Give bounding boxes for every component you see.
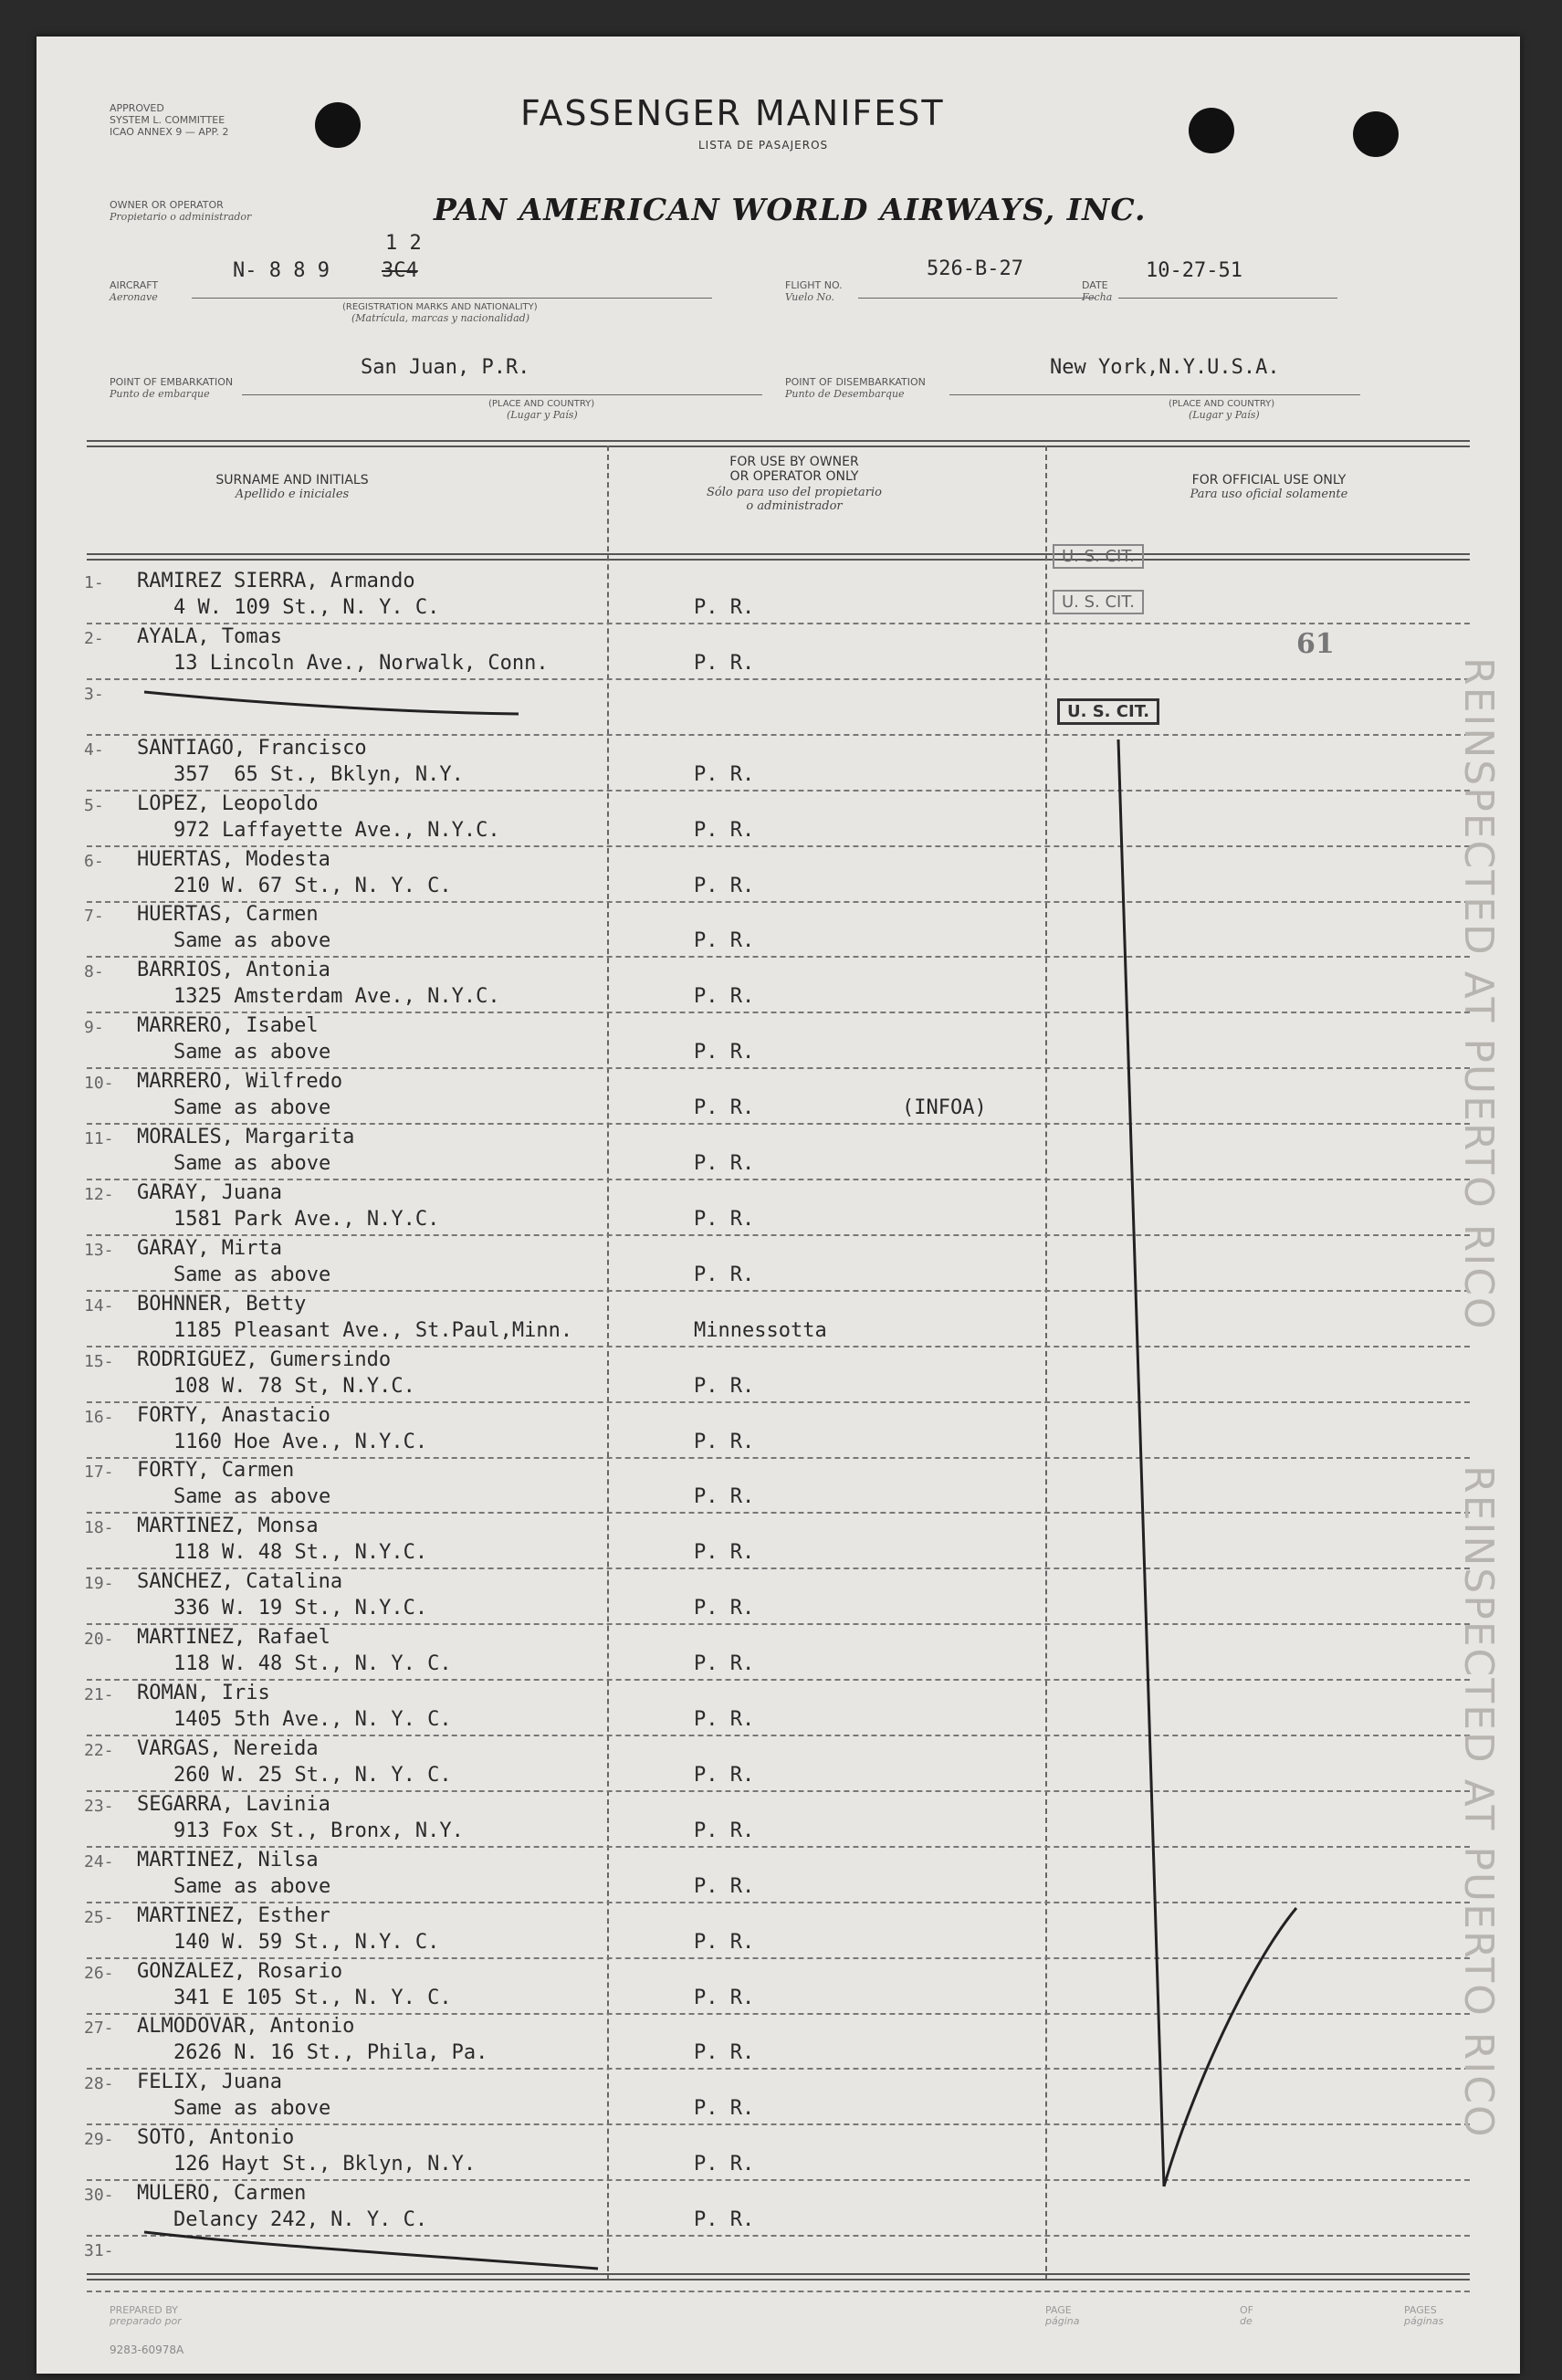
aircraft-value: N- 8 8 9 bbox=[233, 259, 330, 282]
passenger-residence: P. R. bbox=[694, 1874, 755, 1898]
of-label bbox=[1240, 2305, 1253, 2327]
passenger-residence: P. R. bbox=[694, 1374, 755, 1398]
aircraft-label: AIRCRAFT bbox=[110, 279, 159, 291]
row-number: 16- bbox=[84, 1407, 114, 1427]
owner-value: PAN AMERICAN WORLD AIRWAYS, INC. bbox=[434, 192, 1147, 227]
us-cit-stamp-3: U. S. CIT. bbox=[1057, 698, 1159, 725]
passenger-name: MARTINEZ, Rafael bbox=[137, 1626, 330, 1650]
pages-label bbox=[1404, 2305, 1443, 2327]
row-number: 3- bbox=[84, 684, 104, 704]
row-number: 27- bbox=[84, 2018, 114, 2039]
us-cit-stamp-1: U. S. CIT. bbox=[1053, 544, 1144, 569]
check-mark-tail bbox=[1164, 1908, 1296, 2186]
row-number: 17- bbox=[84, 1463, 114, 1483]
of-text: OF bbox=[1240, 2304, 1253, 2316]
place-caption-2: (PLACE AND COUNTRY) bbox=[1169, 399, 1275, 409]
passenger-address: Same as above bbox=[173, 1041, 331, 1064]
passenger-residence: P. R. bbox=[694, 1430, 755, 1453]
col-owner-header-es-line: o administrador bbox=[746, 499, 843, 513]
prepared-by-text: PREPARED BY bbox=[110, 2304, 178, 2316]
passenger-name: VARGAS, Nereida bbox=[137, 1736, 319, 1760]
passenger-residence: P. R. bbox=[694, 1708, 755, 1731]
page-text-es: página bbox=[1045, 2315, 1080, 2327]
row-number: 29- bbox=[84, 2130, 114, 2150]
passenger-name: FORTY, Anastacio bbox=[137, 1403, 330, 1427]
passenger-address: Same as above bbox=[173, 2097, 331, 2121]
place-caption-es: (Lugar y País) bbox=[507, 409, 578, 421]
aircraft-label-es: Aeronave bbox=[110, 291, 158, 303]
form-code: 9283-60978A bbox=[110, 2343, 184, 2356]
date-label-es: Fecha bbox=[1082, 291, 1113, 303]
passenger-residence: P. R. bbox=[694, 1263, 755, 1286]
row-number: 2- bbox=[84, 628, 104, 648]
passenger-address: Same as above bbox=[173, 929, 331, 953]
col-surname-header: SURNAME AND INITIALS bbox=[215, 473, 369, 488]
passenger-address: 118 W. 48 St., N. Y. C. bbox=[173, 1652, 452, 1676]
passenger-residence: P. R. bbox=[694, 1096, 755, 1120]
reinspected-stamp-2: REINSPECTED AT PUERTO RICO bbox=[1455, 1465, 1502, 2139]
passenger-residence: P. R. bbox=[694, 1041, 755, 1064]
date-value: 10-27-51 bbox=[1146, 259, 1242, 282]
page-text: PAGE bbox=[1045, 2304, 1072, 2316]
passenger-address: 2626 N. 16 St., Phila, Pa. bbox=[173, 2041, 488, 2065]
passenger-address: 210 W. 67 St., N. Y. C. bbox=[173, 874, 452, 897]
reinspected-stamp-1: REINSPECTED AT PUERTO RICO bbox=[1455, 657, 1502, 1331]
passenger-residence: Minnessotta bbox=[694, 1318, 827, 1342]
row-number: 21- bbox=[84, 1685, 114, 1704]
passenger-name: HUERTAS, Modesta bbox=[137, 847, 330, 871]
registration-caption-es: (Matrícula, marcas y nacionalidad) bbox=[351, 312, 529, 324]
col-owner-header-line: FOR USE BY OWNER bbox=[729, 455, 859, 469]
place-caption-es-2: (Lugar y País) bbox=[1189, 409, 1260, 421]
row-number: 18- bbox=[84, 1518, 114, 1538]
passenger-name: MARTINEZ, Monsa bbox=[137, 1515, 319, 1538]
manifest-paper bbox=[37, 37, 1520, 2374]
passenger-name: GARAY, Juana bbox=[137, 1180, 282, 1204]
approval-line: ICAO ANNEX 9 — APP. 2 bbox=[110, 126, 229, 138]
manifest-subtitle: LISTA DE PASAJEROS bbox=[698, 139, 829, 152]
passenger-residence: P. R. bbox=[694, 818, 755, 842]
passenger-name: FORTY, Carmen bbox=[137, 1459, 295, 1483]
row-number: 14- bbox=[84, 1295, 114, 1316]
passenger-address: 260 W. 25 St., N. Y. C. bbox=[173, 1763, 452, 1787]
flight-label: FLIGHT NO. bbox=[785, 279, 843, 291]
prepared-by-text-es: preparado por bbox=[110, 2315, 182, 2327]
passenger-address: 357 65 St., Bklyn, N.Y. bbox=[173, 762, 464, 786]
passenger-residence: P. R. bbox=[694, 1819, 755, 1842]
passenger-name: GONZALEZ, Rosario bbox=[137, 1959, 343, 1983]
passenger-residence: P. R. bbox=[694, 1652, 755, 1676]
page-label bbox=[1045, 2305, 1079, 2327]
embark-label-es: Punto de embarque bbox=[110, 388, 210, 400]
row-number: 26- bbox=[84, 1963, 114, 1983]
passenger-address: 913 Fox St., Bronx, N.Y. bbox=[173, 1819, 464, 1842]
row-number: 5- bbox=[84, 795, 104, 815]
passenger-address: 118 W. 48 St., N.Y.C. bbox=[173, 1541, 428, 1565]
row-number: 30- bbox=[84, 2186, 114, 2206]
row-number: 24- bbox=[84, 1851, 114, 1871]
passenger-address: 108 W. 78 St, N.Y.C. bbox=[173, 1374, 415, 1398]
passenger-address: 1325 Amsterdam Ave., N.Y.C. bbox=[173, 985, 500, 1009]
col-owner-header-es-line: Sólo para uso del propietario bbox=[706, 486, 883, 499]
check-mark-stem bbox=[1118, 739, 1164, 2186]
row-number: 13- bbox=[84, 1240, 114, 1260]
disembark-label: POINT OF DISEMBARKATION bbox=[785, 376, 926, 388]
passenger-name: MARRERO, Wilfredo bbox=[137, 1070, 343, 1094]
passenger-name: SEGARRA, Lavinia bbox=[137, 1792, 330, 1816]
passenger-residence: P. R. bbox=[694, 1207, 755, 1231]
passenger-address: 140 W. 59 St., N.Y. C. bbox=[173, 1930, 440, 1954]
passenger-name: ROMAN, Iris bbox=[137, 1682, 270, 1704]
row-number: 28- bbox=[84, 2074, 114, 2094]
passenger-residence: P. R. bbox=[694, 1541, 755, 1565]
approval-line: SYSTEM L. COMMITTEE bbox=[110, 114, 225, 126]
passenger-residence: P. R. bbox=[694, 1986, 755, 2009]
passenger-residence: P. R. bbox=[694, 2153, 755, 2176]
aircraft-struck: 3C4 bbox=[382, 259, 418, 282]
passenger-name: MARRERO, Isabel bbox=[137, 1014, 319, 1038]
prepared-by-label bbox=[110, 2305, 182, 2327]
passenger-address: 126 Hayt St., Bklyn, N.Y. bbox=[173, 2153, 477, 2176]
passenger-residence: P. R. bbox=[694, 596, 755, 619]
passenger-count: 61 bbox=[1296, 628, 1335, 660]
disembark-label-es: Punto de Desembarque bbox=[785, 388, 905, 400]
row-number: 4- bbox=[84, 739, 104, 760]
passenger-address: 4 W. 109 St., N. Y. C. bbox=[173, 596, 440, 619]
passenger-residence: P. R. bbox=[694, 1930, 755, 1954]
passenger-name: FELIX, Juana bbox=[137, 2071, 282, 2094]
strike-line-31 bbox=[144, 2232, 598, 2269]
us-cit-stamp-2: U. S. CIT. bbox=[1053, 590, 1144, 614]
passenger-residence: P. R. bbox=[694, 2097, 755, 2121]
col-surname-header-es: Apellido e iniciales bbox=[235, 488, 350, 501]
passenger-residence: P. R. bbox=[694, 1597, 755, 1620]
row-number: 15- bbox=[84, 1351, 114, 1371]
flight-label-es: Vuelo No. bbox=[785, 291, 835, 303]
embark-label: POINT OF EMBARKATION bbox=[110, 376, 234, 388]
row-number: 25- bbox=[84, 1907, 114, 1927]
row-number: 10- bbox=[84, 1074, 114, 1094]
passenger-residence: P. R. bbox=[694, 1152, 755, 1175]
col-owner-header-line: OR OPERATOR ONLY bbox=[729, 469, 859, 484]
pages-text: PAGES bbox=[1404, 2304, 1437, 2316]
passenger-address: 1581 Park Ave., N.Y.C. bbox=[173, 1207, 440, 1231]
aircraft-correction: 1 2 bbox=[385, 232, 422, 255]
passenger-name: HUERTAS, Carmen bbox=[137, 903, 319, 927]
passenger-residence: P. R. bbox=[694, 651, 755, 675]
disembark-value: New York,N.Y.U.S.A. bbox=[1050, 356, 1280, 379]
passenger-name: LOPEZ, Leopoldo bbox=[137, 792, 319, 815]
registration-caption: (REGISTRATION MARKS AND NATIONALITY) bbox=[342, 302, 538, 312]
embark-value: San Juan, P.R. bbox=[361, 356, 530, 379]
passenger-residence: P. R. bbox=[694, 929, 755, 953]
passenger-residence: P. R. bbox=[694, 2041, 755, 2065]
manifest-title: FASSENGER MANIFEST bbox=[520, 93, 945, 133]
row-number: 12- bbox=[84, 1184, 114, 1204]
passenger-address: Same as above bbox=[173, 1485, 331, 1509]
passenger-name: AYALA, Tomas bbox=[137, 624, 282, 648]
passenger-name: GARAY, Mirta bbox=[137, 1236, 282, 1260]
passenger-residence: P. R. bbox=[694, 2208, 755, 2232]
flight-value: 526-B-27 bbox=[927, 257, 1023, 280]
passenger-address: 13 Lincoln Ave., Norwalk, Conn. bbox=[173, 651, 549, 675]
passenger-name: MULERO, Carmen bbox=[137, 2182, 307, 2206]
owner-label: OWNER OR OPERATOR bbox=[110, 199, 224, 211]
strike-line-3 bbox=[144, 692, 519, 714]
row-number: 23- bbox=[84, 1796, 114, 1816]
handwritten-marks bbox=[37, 37, 1520, 2374]
pages-text-es: páginas bbox=[1404, 2315, 1444, 2327]
passenger-address: 1185 Pleasant Ave., St.Paul,Minn. bbox=[173, 1318, 573, 1342]
passenger-address: Same as above bbox=[173, 1152, 331, 1175]
passenger-name: RODRIGUEZ, Gumersindo bbox=[137, 1347, 392, 1371]
passenger-residence: P. R. bbox=[694, 762, 755, 786]
approval-line: APPROVED bbox=[110, 102, 164, 114]
passenger-address: Delancy 242, N. Y. C. bbox=[173, 2208, 428, 2232]
passenger-residence: P. R. bbox=[694, 985, 755, 1009]
row-number: 31- bbox=[84, 2241, 114, 2260]
passenger-name: BARRIOS, Antonia bbox=[137, 959, 330, 982]
row-number: 22- bbox=[84, 1740, 114, 1760]
passenger-name: BOHNNER, Betty bbox=[137, 1292, 307, 1316]
passenger-address: 1405 5th Ave., N. Y. C. bbox=[173, 1708, 452, 1731]
row-number: 19- bbox=[84, 1574, 114, 1594]
passenger-residence: P. R. bbox=[694, 874, 755, 897]
passenger-address: Same as above bbox=[173, 1874, 331, 1898]
passenger-name: MORALES, Margarita bbox=[137, 1126, 355, 1148]
passenger-name: SANCHEZ, Catalina bbox=[137, 1570, 343, 1594]
row-number: 7- bbox=[84, 907, 104, 927]
passenger-address: 341 E 105 St., N. Y. C. bbox=[173, 1986, 452, 2009]
passenger-address: Same as above bbox=[173, 1096, 331, 1120]
passenger-address: 972 Laffayette Ave., N.Y.C. bbox=[173, 818, 500, 842]
row-number: 9- bbox=[84, 1018, 104, 1038]
passenger-note: (INFOA) bbox=[902, 1096, 987, 1120]
passenger-address: Same as above bbox=[173, 1263, 331, 1286]
passenger-address: 336 W. 19 St., N.Y.C. bbox=[173, 1597, 428, 1620]
col-official-header-es: Para uso oficial solamente bbox=[1190, 488, 1348, 501]
of-text-es: de bbox=[1240, 2315, 1253, 2327]
date-label: DATE bbox=[1082, 279, 1108, 291]
passenger-name: SOTO, Antonio bbox=[137, 2126, 295, 2150]
place-caption: (PLACE AND COUNTRY) bbox=[488, 399, 595, 409]
passenger-name: ALMODOVAR, Antonio bbox=[137, 2015, 355, 2039]
col-official-header: FOR OFFICIAL USE ONLY bbox=[1191, 473, 1347, 488]
row-number: 8- bbox=[84, 962, 104, 982]
row-number: 20- bbox=[84, 1630, 114, 1650]
passenger-address: 1160 Hoe Ave., N.Y.C. bbox=[173, 1430, 428, 1453]
passenger-name: MARTINEZ, Nilsa bbox=[137, 1848, 319, 1871]
passenger-name: SANTIAGO, Francisco bbox=[137, 736, 367, 760]
passenger-name: RAMIREZ SIERRA, Armando bbox=[137, 570, 415, 592]
row-number: 6- bbox=[84, 851, 104, 871]
row-number: 11- bbox=[84, 1129, 114, 1148]
passenger-name: MARTINEZ, Esther bbox=[137, 1903, 330, 1927]
passenger-residence: P. R. bbox=[694, 1763, 755, 1787]
passenger-residence: P. R. bbox=[694, 1485, 755, 1509]
row-number: 1- bbox=[84, 573, 104, 592]
owner-label-es: Propietario o administrador bbox=[110, 211, 252, 223]
